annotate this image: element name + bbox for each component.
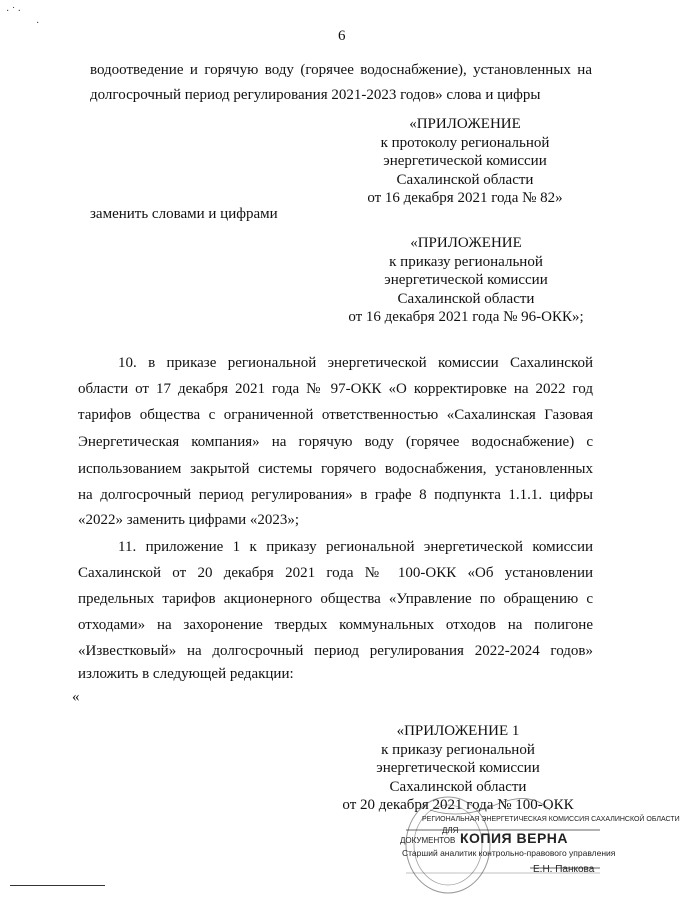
- annex-1-line: к протоколу региональной: [380, 134, 550, 151]
- annex-2-line: к приказу региональной: [389, 253, 543, 270]
- annex-2-line: энергетической комиссии: [384, 272, 548, 288]
- intro-line-1: водоотведение и горячую воду (горячее водоснабжение), установленных на: [90, 62, 592, 78]
- annex-3-line: «ПРИЛОЖЕНИЕ 1: [396, 723, 520, 739]
- annex-1-line: от 16 декабря 2021 года № 82»: [367, 190, 563, 206]
- item-10-line-5: использованием закрытой системы горячего водоснабжения, установленных: [78, 461, 593, 477]
- annex-3-line: от 20 декабря 2021 года № 100-ОКК: [342, 797, 574, 813]
- stamp-seal-icon: [400, 790, 605, 902]
- item-11-line-6: изложить в следующей редакции:: [78, 666, 294, 682]
- annex-block-protocol: [360, 115, 570, 208]
- replace-text: заменить словами и цифрами: [90, 206, 278, 222]
- open-quote: «: [72, 689, 80, 705]
- item-10-line-2: области от 17 декабря 2021 года № 97-ОКК «О корректировке на 2022 год: [78, 381, 593, 397]
- stamp-position: Старший аналитик контрольно-правового управления: [402, 848, 616, 858]
- stamp-name: Е.Н. Панкова: [533, 864, 595, 875]
- annex-1-line: Сахалинской области: [396, 171, 534, 188]
- item-10-line-1: 10. в приказе региональной энергетической комиссии Сахалинской: [118, 355, 593, 371]
- annex-2-line: от 16 декабря 2021 года № 96-ОКК»;: [348, 309, 584, 325]
- annex-1-line: «ПРИЛОЖЕНИЕ: [409, 116, 521, 132]
- scan-speckles: · ˙ ·: [6, 6, 21, 17]
- item-11-line-3: предельных тарифов акционерного общества «Управление по обращению с: [78, 591, 593, 607]
- item-10-line-3: тарифов общества с ограниченной ответственностью «Сахалинская Газовая: [78, 407, 593, 423]
- intro-line-2: долгосрочный период регулирования 2021-2023 годов» слова и цифры: [90, 87, 541, 103]
- item-11-line-4: отходами» на захоронение твердых коммунальных отходов на полигоне: [78, 617, 593, 633]
- stamp-copy-true: КОПИЯ ВЕРНА: [460, 830, 569, 846]
- item-11-line-5: «Известковый» на долгосрочный период регулирования 2022-2024 годов»: [78, 643, 593, 659]
- annex-1-line: энергетической комиссии: [383, 153, 547, 169]
- item-10-line-6: на долгосрочный период регулирования» в графе 8 подпункта 1.1.1. цифры: [78, 487, 593, 503]
- annex-2-line: Сахалинской области: [397, 290, 535, 307]
- stamp-header: РЕГИОНАЛЬНАЯ ЭНЕРГЕТИЧЕСКАЯ КОМИССИЯ САХАЛИНСКОЙ ОБЛАСТИ: [422, 816, 680, 823]
- item-11-line-2: Сахалинской от 20 декабря 2021 года № 100-ОКК «Об установлении: [78, 565, 593, 581]
- annex-3-line: к приказу региональной: [381, 741, 535, 758]
- certified-copy-stamp: [400, 790, 680, 902]
- footnote-line: [10, 885, 105, 886]
- annex-block-order-96: [345, 234, 587, 327]
- item-11-line-1: 11. приложение 1 к приказу региональной энергетической комиссии: [118, 539, 593, 555]
- stamp-docs: ДОКУМЕНТОВ: [400, 836, 456, 845]
- stamp-for: ДЛЯ: [442, 826, 459, 835]
- annex-2-line: «ПРИЛОЖЕНИЕ: [410, 235, 522, 251]
- scan-speckles-2: ·: [36, 18, 40, 29]
- annex-3-line: Сахалинской области: [389, 778, 527, 795]
- item-10-line-4: Энергетическая компания» на горячую воду (горячее водоснабжение) с: [78, 434, 593, 450]
- annex-3-line: энергетической комиссии: [376, 760, 540, 776]
- item-10-line-7: «2022» заменить цифрами «2023»;: [78, 512, 300, 528]
- page-number: 6: [338, 28, 346, 44]
